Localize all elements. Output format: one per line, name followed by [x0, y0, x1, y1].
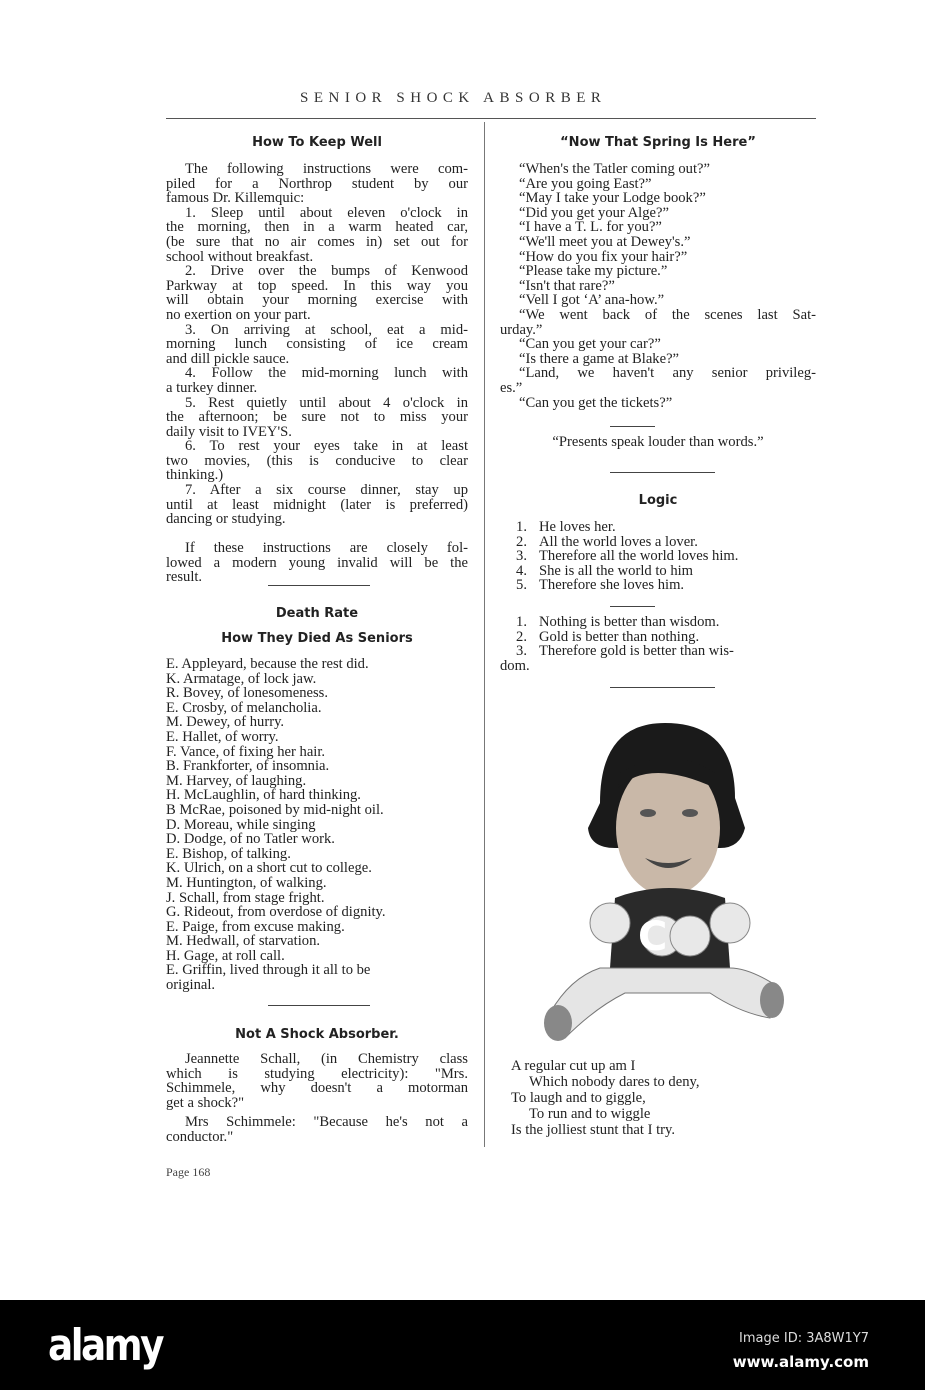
text-line: thinking.): [166, 467, 224, 484]
list-item: D. Moreau, while singing: [166, 816, 316, 833]
text-line: two movies, (this is conducive to clear: [166, 452, 468, 469]
section-rule: [268, 1005, 370, 1006]
list-item: D. Dodge, of no Tatler work.: [166, 831, 335, 848]
list-item: “We went back of the scenes last Sat-: [519, 306, 816, 323]
text-line: piled for a Northrop student by our: [166, 175, 468, 192]
item-number: 4.: [516, 562, 527, 579]
text-line: daily visit to IVEY'S.: [166, 423, 292, 440]
section-rule: [610, 606, 655, 607]
keep-well-body: [166, 162, 468, 527]
text-line: The following instructions were com-: [185, 161, 468, 177]
column-divider: [484, 122, 485, 1147]
poem-line: Is the jolliest stunt that I try.: [511, 1122, 676, 1138]
text-line: Schimmele, why doesn't a motorman: [166, 1080, 468, 1097]
list-item: E. Appleyard, because the rest did.: [166, 656, 369, 672]
text-line: conductor.": [166, 1128, 234, 1145]
list-item: “May I take your Lodge book?”: [519, 190, 706, 207]
section-title-keep-well: How To Keep Well: [252, 135, 382, 150]
logic-list-1: [500, 520, 816, 593]
text-line: 6. To rest your eyes take in at least: [185, 438, 468, 455]
list-item: [500, 615, 816, 630]
text-line: result.: [166, 569, 203, 586]
text-line: (be sure that no air comes in) set out for: [166, 233, 468, 250]
poem: [511, 1058, 811, 1138]
item-number: 1.: [516, 614, 527, 630]
item-text: He loves her.: [539, 519, 616, 535]
text-line: lowed a modern young invalid will be the: [166, 554, 468, 571]
list-item: “We'll meet you at Dewey's.”: [519, 233, 691, 250]
list-item: “Please take my picture.”: [519, 263, 668, 280]
text-line: 2. Drive over the bumps of Kenwood: [185, 263, 468, 280]
text-line: If these instructions are closely fol-: [185, 540, 468, 556]
item-text: She is all the world to him: [539, 562, 694, 579]
text-line: the afternoon; be sure not to miss your: [166, 409, 468, 426]
poem-line: A regular cut up am I: [511, 1058, 636, 1074]
list-item: [500, 549, 816, 564]
presents-quote: “Presents speak louder than words.”: [552, 434, 764, 450]
text-line: morning lunch consisting of ice cream: [166, 336, 468, 353]
list-item: B. Frankforter, of insomnia.: [166, 758, 330, 775]
text-line: 5. Rest quietly until about 4 o'clock in: [185, 394, 468, 411]
text-line: get a shock?": [166, 1094, 245, 1111]
alamy-logo: alamy: [48, 1320, 162, 1371]
item-number: 3.: [516, 643, 527, 660]
section-title-logic: Logic: [638, 493, 678, 508]
text-line: will obtain your morning exercise with: [166, 292, 468, 309]
list-item: F. Vance, of fixing her hair.: [166, 743, 326, 760]
list-item: “Vell I got ‘A’ ana-how.”: [519, 292, 665, 309]
item-number: 2.: [516, 533, 527, 550]
item-text: All the world loves a lover.: [539, 533, 698, 550]
poem-line: To laugh and to giggle,: [511, 1090, 646, 1106]
list-item: urday.”: [500, 321, 543, 338]
text-line: a turkey dinner.: [166, 379, 258, 396]
list-item: E. Bishop, of talking.: [166, 845, 291, 862]
text-line: dancing or studying.: [166, 511, 286, 528]
text-line: the morning, then in a warm heated car,: [166, 219, 468, 236]
text-line: and dill pickle sauce.: [166, 350, 290, 367]
item-number: 3.: [516, 548, 527, 565]
cutout-photo: [540, 718, 790, 1043]
running-head: SENIOR SHOCK ABSORBER: [300, 90, 607, 106]
item-text: Therefore she loves him.: [539, 577, 685, 594]
list-item: “Did you get your Alge?”: [519, 204, 669, 221]
section-title-spring: “Now That Spring Is Here”: [560, 135, 756, 150]
list-item: M. Hedwall, of starvation.: [166, 933, 321, 950]
list-item: E. Crosby, of melancholia.: [166, 699, 322, 716]
item-text: Therefore all the world loves him.: [539, 548, 739, 565]
list-item: M. Huntington, of walking.: [166, 874, 327, 891]
list-item: [500, 644, 816, 659]
list-item: “Land, we haven't any senior privileg-: [519, 365, 816, 382]
text-line: which is studying electricity): "Mrs.: [166, 1065, 468, 1082]
item-text: Nothing is better than wisdom.: [539, 614, 720, 630]
list-item: [500, 630, 816, 645]
text-line: 4. Follow the mid-morning lunch with: [185, 365, 468, 382]
header-rule: [166, 118, 816, 119]
list-item: J. Schall, from stage fright.: [166, 889, 325, 906]
text-line: Jeannette Schall, (in Chemistry class: [185, 1051, 468, 1067]
watermark-url: www.alamy.com: [732, 1353, 869, 1371]
list-item: M. Dewey, of hurry.: [166, 714, 285, 731]
section-rule: [610, 426, 655, 427]
poem-line: To run and to wiggle: [529, 1106, 651, 1122]
list-item: [500, 578, 816, 593]
list-item: R. Bovey, of lonesomeness.: [166, 685, 328, 702]
spring-body: [500, 162, 816, 410]
list-item: [500, 520, 816, 535]
page-number: Page 168: [166, 1165, 211, 1179]
legs: [550, 968, 780, 1038]
item-text: Therefore gold is better than wis-: [539, 643, 734, 660]
text-line: Parkway at top speed. In this way you: [166, 277, 468, 294]
section-rule: [610, 687, 715, 688]
not-shock-body: [166, 1052, 468, 1145]
section-subtitle-seniors: How They Died As Seniors: [221, 631, 413, 646]
list-item: M. Harvey, of laughing.: [166, 772, 307, 789]
section-title-death-rate: Death Rate: [275, 606, 359, 621]
list-item: E. Griffin, lived through it all to be: [166, 962, 371, 979]
list-item: K. Ulrich, on a short cut to college.: [166, 860, 372, 877]
sweater-letter: C: [638, 914, 668, 960]
item-text: Gold is better than nothing.: [539, 628, 700, 645]
item-number: 5.: [516, 577, 527, 594]
text-line: Mrs Schimmele: "Because he's not a: [185, 1114, 468, 1131]
list-item: “How do you fix your hair?”: [519, 248, 688, 265]
keep-well-closing: [166, 541, 468, 585]
list-item: “When's the Tatler coming out?”: [519, 161, 710, 177]
list-item: G. Rideout, from overdose of dignity.: [166, 904, 386, 921]
list-item: original.: [166, 977, 216, 994]
logic-list-2-tail: dom.: [500, 658, 530, 674]
image-id: Image ID: 3A8W1Y7: [739, 1331, 869, 1346]
list-item: “Isn't that rare?”: [519, 277, 615, 294]
list-item: “Are you going East?”: [519, 175, 652, 192]
item-number: 1.: [516, 519, 527, 535]
list-item: “I have a T. L. for you?”: [519, 219, 662, 236]
poem-line: Which nobody dares to deny,: [529, 1074, 700, 1090]
text-line: no exertion on your part.: [166, 306, 311, 323]
text-line: famous Dr. Killemquic:: [166, 190, 305, 207]
list-item: B McRae, poisoned by mid-night oil.: [166, 801, 384, 818]
text-line: 3. On arriving at school, eat a mid-: [185, 321, 468, 338]
list-item: E. Hallet, of worry.: [166, 728, 279, 745]
list-item: “Can you get your car?”: [519, 336, 661, 353]
text-line: 1. Sleep until about eleven o'clock in: [185, 204, 468, 221]
list-item: K. Armatage, of lock jaw.: [166, 670, 317, 687]
list-item: H. McLaughlin, of hard thinking.: [166, 787, 361, 804]
logic-list-2: [500, 615, 816, 659]
section-rule: [268, 585, 370, 586]
list-item: H. Gage, at roll call.: [166, 947, 285, 964]
item-number: 2.: [516, 628, 527, 645]
list-item: es.”: [500, 379, 523, 396]
list-item: [500, 564, 816, 579]
list-item: “Can you get the tickets?”: [519, 394, 673, 411]
list-item: E. Paige, from excuse making.: [166, 918, 345, 935]
section-title-not-shock: Not A Shock Absorber.: [235, 1027, 399, 1042]
list-item: [500, 535, 816, 550]
section-rule: [610, 472, 715, 473]
death-rate-list: [166, 657, 468, 993]
text-line: 7. After a six course dinner, stay up: [185, 482, 468, 499]
list-item: “Is there a game at Blake?”: [519, 350, 680, 367]
text-line: until at least midnight (later is preferred): [166, 496, 468, 513]
text-line: school without breakfast.: [166, 248, 314, 265]
